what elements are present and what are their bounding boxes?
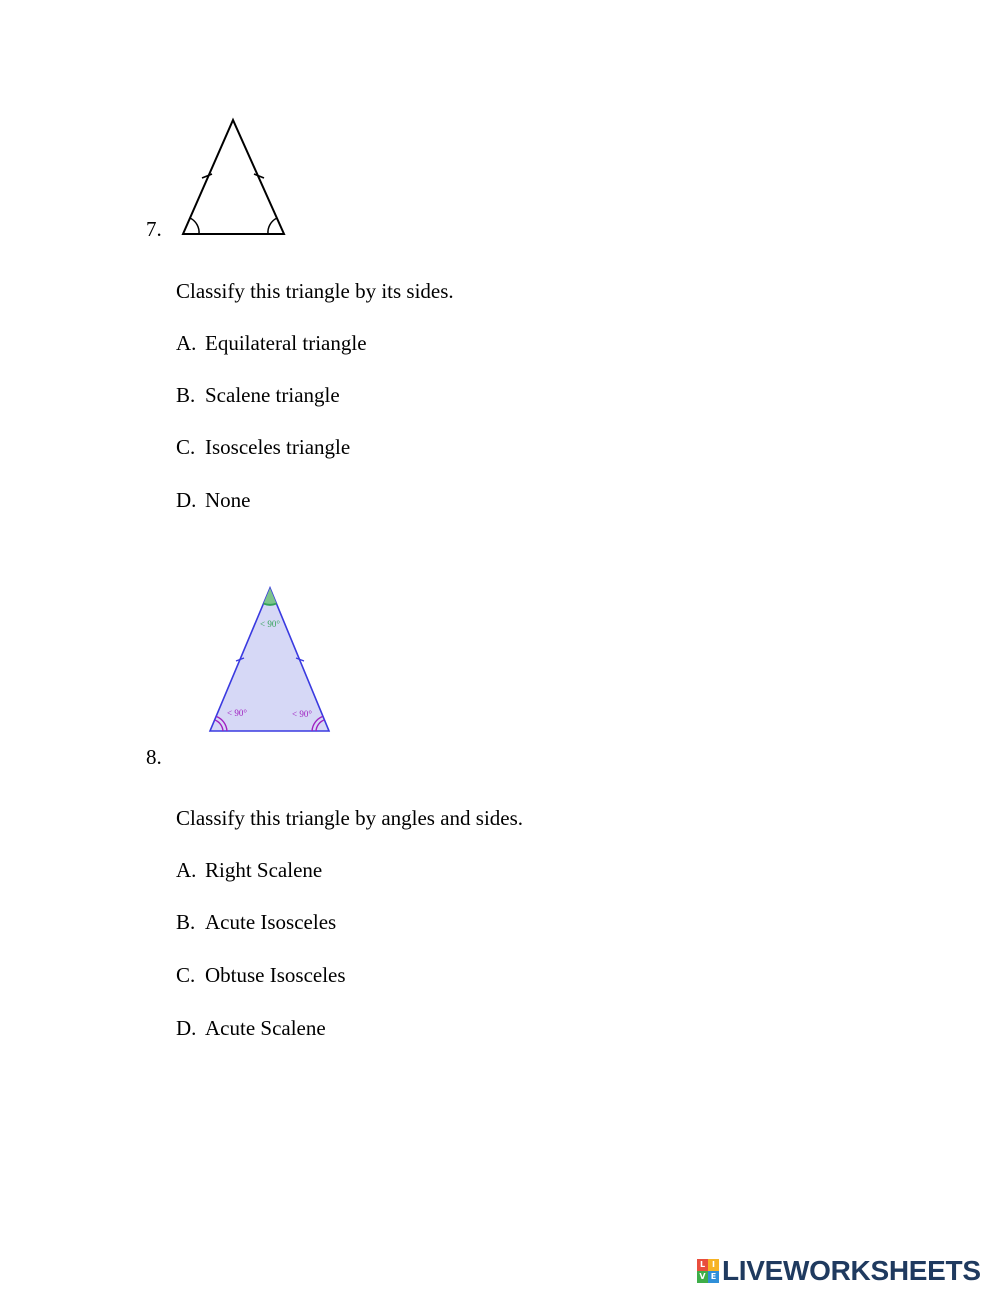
top-angle-label: < 90°	[260, 619, 280, 629]
right-base-angle-arc	[268, 218, 277, 234]
question-8-option-d[interactable]	[176, 1016, 326, 1040]
question-7-triangle-figure	[178, 114, 288, 239]
option-letter: B.	[176, 383, 196, 407]
question-8-number: 8.	[146, 745, 162, 769]
option-text: None	[205, 488, 251, 512]
question-7-option-d[interactable]	[176, 488, 251, 512]
logo-tile-v: V	[697, 1271, 708, 1283]
option-letter: B.	[176, 910, 196, 934]
option-text: Scalene triangle	[205, 383, 340, 407]
triangle-outline	[183, 120, 284, 234]
option-text: Right Scalene	[205, 858, 323, 882]
logo-tile-e: E	[708, 1271, 719, 1283]
option-letter: D.	[176, 488, 197, 512]
option-letter: A.	[176, 331, 197, 355]
option-text: Equilateral triangle	[205, 331, 367, 355]
question-8-triangle-figure	[205, 583, 335, 738]
question-8-option-c[interactable]	[176, 963, 346, 987]
question-7-number: 7.	[146, 217, 162, 241]
question-7-option-c[interactable]	[176, 435, 350, 459]
question-8-prompt: Classify this triangle by angles and sides.	[176, 806, 524, 830]
question-8-option-a[interactable]	[176, 858, 322, 882]
left-angle-label: < 90°	[227, 708, 247, 718]
option-text: Isosceles triangle	[205, 435, 351, 459]
question-7-option-b[interactable]	[176, 383, 340, 407]
option-text: Acute Scalene	[205, 1016, 326, 1040]
logo-tile-i: I	[708, 1259, 719, 1271]
logo-tile-l: L	[697, 1259, 708, 1271]
liveworksheets-logo	[697, 1256, 981, 1286]
question-8-option-b[interactable]	[176, 910, 336, 934]
right-angle-label: < 90°	[292, 709, 312, 719]
option-letter: C.	[176, 435, 196, 459]
left-base-angle-arc	[190, 218, 199, 234]
top-angle-wedge	[264, 588, 277, 605]
option-letter: C.	[176, 963, 196, 987]
option-text: Obtuse Isosceles	[205, 963, 346, 987]
logo-text: LIVEWORKSHEETS	[722, 1255, 981, 1286]
option-letter: A.	[176, 858, 197, 882]
logo-tiles-icon	[697, 1259, 719, 1283]
option-text: Acute Isosceles	[205, 910, 337, 934]
question-7-prompt: Classify this triangle by its sides.	[176, 279, 454, 303]
option-letter: D.	[176, 1016, 197, 1040]
question-7-option-a[interactable]	[176, 331, 367, 355]
